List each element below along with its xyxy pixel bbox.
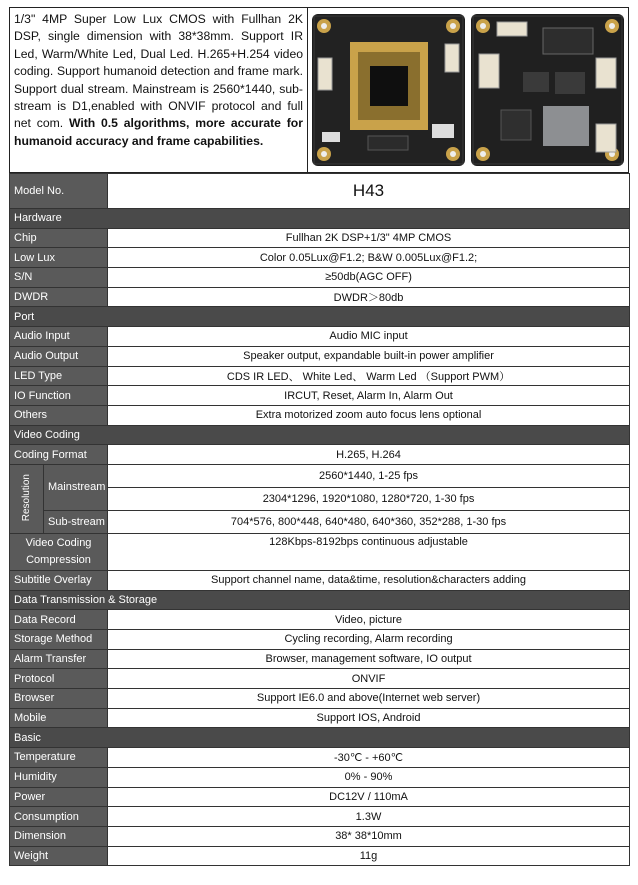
row-dimension: Dimension 38* 38*10mm xyxy=(10,826,630,846)
row-weight: Weight 11g xyxy=(10,846,630,866)
row-humidity: Humidity 0% - 90% xyxy=(10,767,630,787)
section-video-coding: Video Coding xyxy=(10,425,630,445)
row-data-record: Data Record Video, picture xyxy=(10,610,630,630)
model-value: H43 xyxy=(108,174,630,209)
spec-sheet xyxy=(9,7,629,881)
row-low-lux: Low Lux Color 0.05Lux@F1.2; B&W 0.005Lux@F1.2; xyxy=(10,248,630,268)
intro-bold-text: With 0.5 algorithms, more accurate for humanoid accuracy and frame capabilities. xyxy=(14,116,303,148)
row-sn: S/N ≥50db(AGC OFF) xyxy=(10,268,630,288)
row-dwdr: DWDR DWDR＞80db xyxy=(10,287,630,307)
row-consumption: Consumption 1.3W xyxy=(10,807,630,827)
row-protocol: Protocol ONVIF xyxy=(10,669,630,689)
row-substream: Sub-stream 704*576, 800*448, 640*480, 640*360, 352*288, 1-30 fps xyxy=(10,510,630,533)
row-others: Others Extra motorized zoom auto focus lens optional xyxy=(10,405,630,425)
row-storage-method: Storage Method Cycling recording, Alarm recording xyxy=(10,630,630,650)
intro-normal-text: 1/3" 4MP Super Low Lux CMOS with Fullhan 2K DSP, single dimension with 38*38mm. Support IR Led, Warm/White Led, Dual Led. H.265+H.254 video coding. Support humanoid detection and frame mark. Support dual stream. Mainstream is 2560*1440, sub-stream is D1,enabled with ONVIF protocol and full net com. xyxy=(14,12,303,131)
row-compression: Video Coding Compression 128Kbps-8192bps continuous adjustable xyxy=(10,533,630,570)
row-io-function: IO Function IRCUT, Reset, Alarm In, Alarm Out xyxy=(10,386,630,406)
substream-label: Sub-stream xyxy=(44,510,108,533)
row-alarm-transfer: Alarm Transfer Browser, management software, IO output xyxy=(10,649,630,669)
intro-description xyxy=(9,7,308,173)
row-led-type: LED Type CDS IR LED、 White Led、 Warm Led （Support PWM） xyxy=(10,366,630,386)
model-label: Model No. xyxy=(10,174,108,209)
section-basic: Basic xyxy=(10,728,630,748)
resolution-label: Resolution xyxy=(10,464,44,533)
row-mainstream-1: Resolution Mainstream 2560*1440, 1-25 fps xyxy=(10,464,630,487)
compression-label: Video Coding Compression xyxy=(10,533,108,570)
row-mobile: Mobile Support IOS, Android xyxy=(10,708,630,728)
section-data-storage: Data Transmission & Storage xyxy=(10,590,630,610)
row-chip: Chip Fullhan 2K DSP+1/3" 4MP CMOS xyxy=(10,228,630,248)
product-photos xyxy=(308,7,629,173)
model-row xyxy=(10,174,630,209)
row-temperature: Temperature -30℃ - +60℃ xyxy=(10,748,630,768)
board-back-image xyxy=(471,14,624,166)
mainstream-label: Mainstream xyxy=(44,464,108,510)
board-front-image xyxy=(312,14,465,166)
row-audio-input: Audio Input Audio MIC input xyxy=(10,327,630,347)
row-subtitle-overlay: Subtitle Overlay Support channel name, data&time, resolution&characters adding xyxy=(10,570,630,590)
section-port: Port xyxy=(10,307,630,327)
row-browser: Browser Support IE6.0 and above(Internet web server) xyxy=(10,689,630,709)
row-coding-format: Coding Format H.265, H.264 xyxy=(10,445,630,465)
row-audio-output: Audio Output Speaker output, expandable built-in power amplifier xyxy=(10,346,630,366)
spec-table xyxy=(9,173,630,866)
row-power: Power DC12V / 110mA xyxy=(10,787,630,807)
section-hardware: Hardware xyxy=(10,209,630,229)
row-mainstream-2: 2304*1296, 1920*1080, 1280*720, 1-30 fps xyxy=(10,487,630,510)
